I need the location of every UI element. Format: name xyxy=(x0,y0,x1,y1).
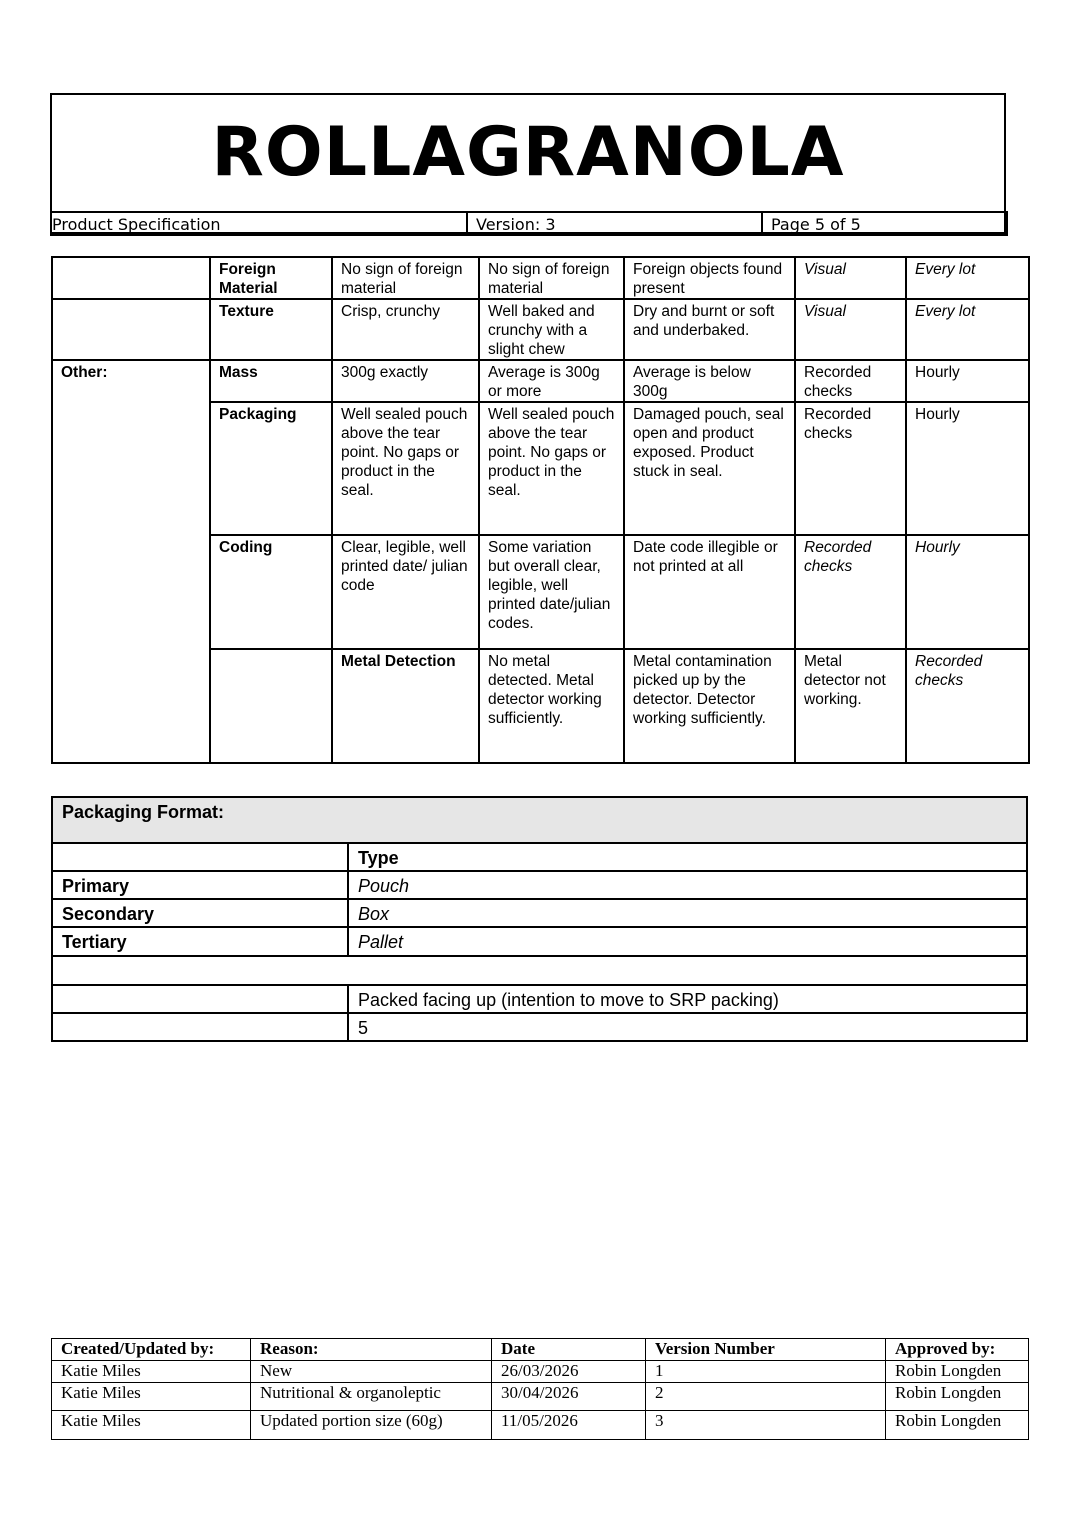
version-history-table xyxy=(51,1338,1029,1440)
parameter-cell: Mass xyxy=(210,360,332,402)
empty-cell xyxy=(52,1013,348,1041)
target-cell: Crisp, crunchy xyxy=(332,299,479,360)
column-header: Version Number xyxy=(646,1339,886,1361)
packaging-format-table xyxy=(51,796,1028,1042)
packaging-title-row xyxy=(52,797,1027,843)
method-cell: Visual xyxy=(795,257,906,299)
group-cell: Other: xyxy=(52,360,210,763)
approved-by-cell: Robin Longden xyxy=(886,1383,1029,1411)
created-by-cell: Katie Miles xyxy=(52,1411,251,1440)
packing-count: 5 xyxy=(348,1013,1027,1041)
parameter-cell: Texture xyxy=(210,299,332,360)
created-by-cell: Katie Miles xyxy=(52,1383,251,1411)
packaging-level-label: Secondary xyxy=(52,899,348,927)
method-cell: Recorded checks xyxy=(795,360,906,402)
reject-cell: Damaged pouch, seal open and product exposed. Product stuck in seal. xyxy=(624,402,795,535)
table-row xyxy=(52,871,1027,899)
packaging-type-value: Pallet xyxy=(348,927,1027,956)
packaging-type-value: Box xyxy=(348,899,1027,927)
parameter-cell: Packaging xyxy=(210,402,332,535)
approved-by-cell: Robin Longden xyxy=(886,1411,1029,1440)
packaging-level-label: Tertiary xyxy=(52,927,348,956)
table-row xyxy=(52,360,1029,402)
frequency-cell: Hourly xyxy=(906,535,1029,649)
table-row xyxy=(52,1013,1027,1041)
frequency-cell: Every lot xyxy=(906,299,1029,360)
reject-cell: Date code illegible or not printed at all xyxy=(624,535,795,649)
method-cell: Recorded checks xyxy=(795,402,906,535)
table-row xyxy=(52,257,1029,299)
packaging-level-label: Primary xyxy=(52,871,348,899)
table-header-row xyxy=(52,1339,1029,1361)
table-row xyxy=(52,956,1027,985)
column-header: Approved by: xyxy=(886,1339,1029,1361)
created-by-cell: Katie Miles xyxy=(52,1361,251,1383)
type-header: Type xyxy=(348,843,1027,871)
frequency-cell: Every lot xyxy=(906,257,1029,299)
reject-cell: Dry and burnt or soft and underbaked. xyxy=(624,299,795,360)
date-cell: 30/04/2026 xyxy=(492,1383,646,1411)
version-number-cell: 3 xyxy=(646,1411,886,1440)
reason-cell: Updated portion size (60g) xyxy=(251,1411,492,1440)
target-cell: No metal detected. Metal detector working sufficiently. xyxy=(479,649,624,763)
version-label: Version: 3 xyxy=(467,212,762,235)
target-cell: Well sealed pouch above the tear point. No gaps or product in the seal. xyxy=(332,402,479,535)
acceptable-cell: Well sealed pouch above the tear point. No gaps or product in the seal. xyxy=(479,402,624,535)
packing-note: Packed facing up (intention to move to SRP packing) xyxy=(348,985,1027,1013)
packaging-type-value: Pouch xyxy=(348,871,1027,899)
brand-logo: ROLLAGRANOLA xyxy=(211,113,845,192)
version-number-cell: 2 xyxy=(646,1383,886,1411)
table-row xyxy=(52,843,1027,871)
acceptable-cell: No sign of foreign material xyxy=(479,257,624,299)
group-cell xyxy=(52,257,210,299)
document-title: Product Specification xyxy=(51,212,467,235)
empty-cell xyxy=(52,843,348,871)
date-cell: 26/03/2026 xyxy=(492,1361,646,1383)
acceptable-cell: Metal contamination picked up by the detector. Detector working sufficiently. xyxy=(624,649,795,763)
method-cell: Recorded checks xyxy=(795,535,906,649)
method-cell: Recorded checks xyxy=(906,649,1029,763)
reason-cell: Nutritional & organoleptic xyxy=(251,1383,492,1411)
target-cell: No sign of foreign material xyxy=(332,257,479,299)
group-cell xyxy=(210,649,332,763)
column-header: Reason: xyxy=(251,1339,492,1361)
table-row xyxy=(52,985,1027,1013)
parameter-cell: Foreign Material xyxy=(210,257,332,299)
acceptable-cell: Average is 300g or more xyxy=(479,360,624,402)
page-number: Page 5 of 5 xyxy=(762,212,1007,235)
reject-cell: Average is below 300g xyxy=(624,360,795,402)
version-number-cell: 1 xyxy=(646,1361,886,1383)
table-row xyxy=(52,899,1027,927)
table-row xyxy=(52,927,1027,956)
method-cell: Visual xyxy=(795,299,906,360)
reason-cell: New xyxy=(251,1361,492,1383)
reject-cell: Metal detector not working. xyxy=(795,649,906,763)
packaging-title: Packaging Format: xyxy=(52,797,1027,843)
group-cell xyxy=(52,299,210,360)
parameter-cell: Coding xyxy=(210,535,332,649)
table-row xyxy=(52,1383,1029,1411)
column-header: Date xyxy=(492,1339,646,1361)
parameter-cell: Metal Detection xyxy=(332,649,479,763)
acceptable-cell: Some variation but overall clear, legible, well printed date/julian codes. xyxy=(479,535,624,649)
table-row xyxy=(52,1411,1029,1440)
specification-table xyxy=(51,256,1030,764)
target-cell: Clear, legible, well printed date/ julian code xyxy=(332,535,479,649)
header-info-bar xyxy=(50,211,1008,236)
empty-cell xyxy=(52,956,1027,985)
acceptable-cell: Well baked and crunchy with a slight chew xyxy=(479,299,624,360)
table-row xyxy=(52,1361,1029,1383)
date-cell: 11/05/2026 xyxy=(492,1411,646,1440)
empty-cell xyxy=(52,985,348,1013)
frequency-cell: Hourly xyxy=(906,360,1029,402)
frequency-cell: Hourly xyxy=(906,402,1029,535)
document-header xyxy=(50,93,1006,234)
table-row xyxy=(52,299,1029,360)
approved-by-cell: Robin Longden xyxy=(886,1361,1029,1383)
target-cell: 300g exactly xyxy=(332,360,479,402)
column-header: Created/Updated by: xyxy=(52,1339,251,1361)
reject-cell: Foreign objects found present xyxy=(624,257,795,299)
